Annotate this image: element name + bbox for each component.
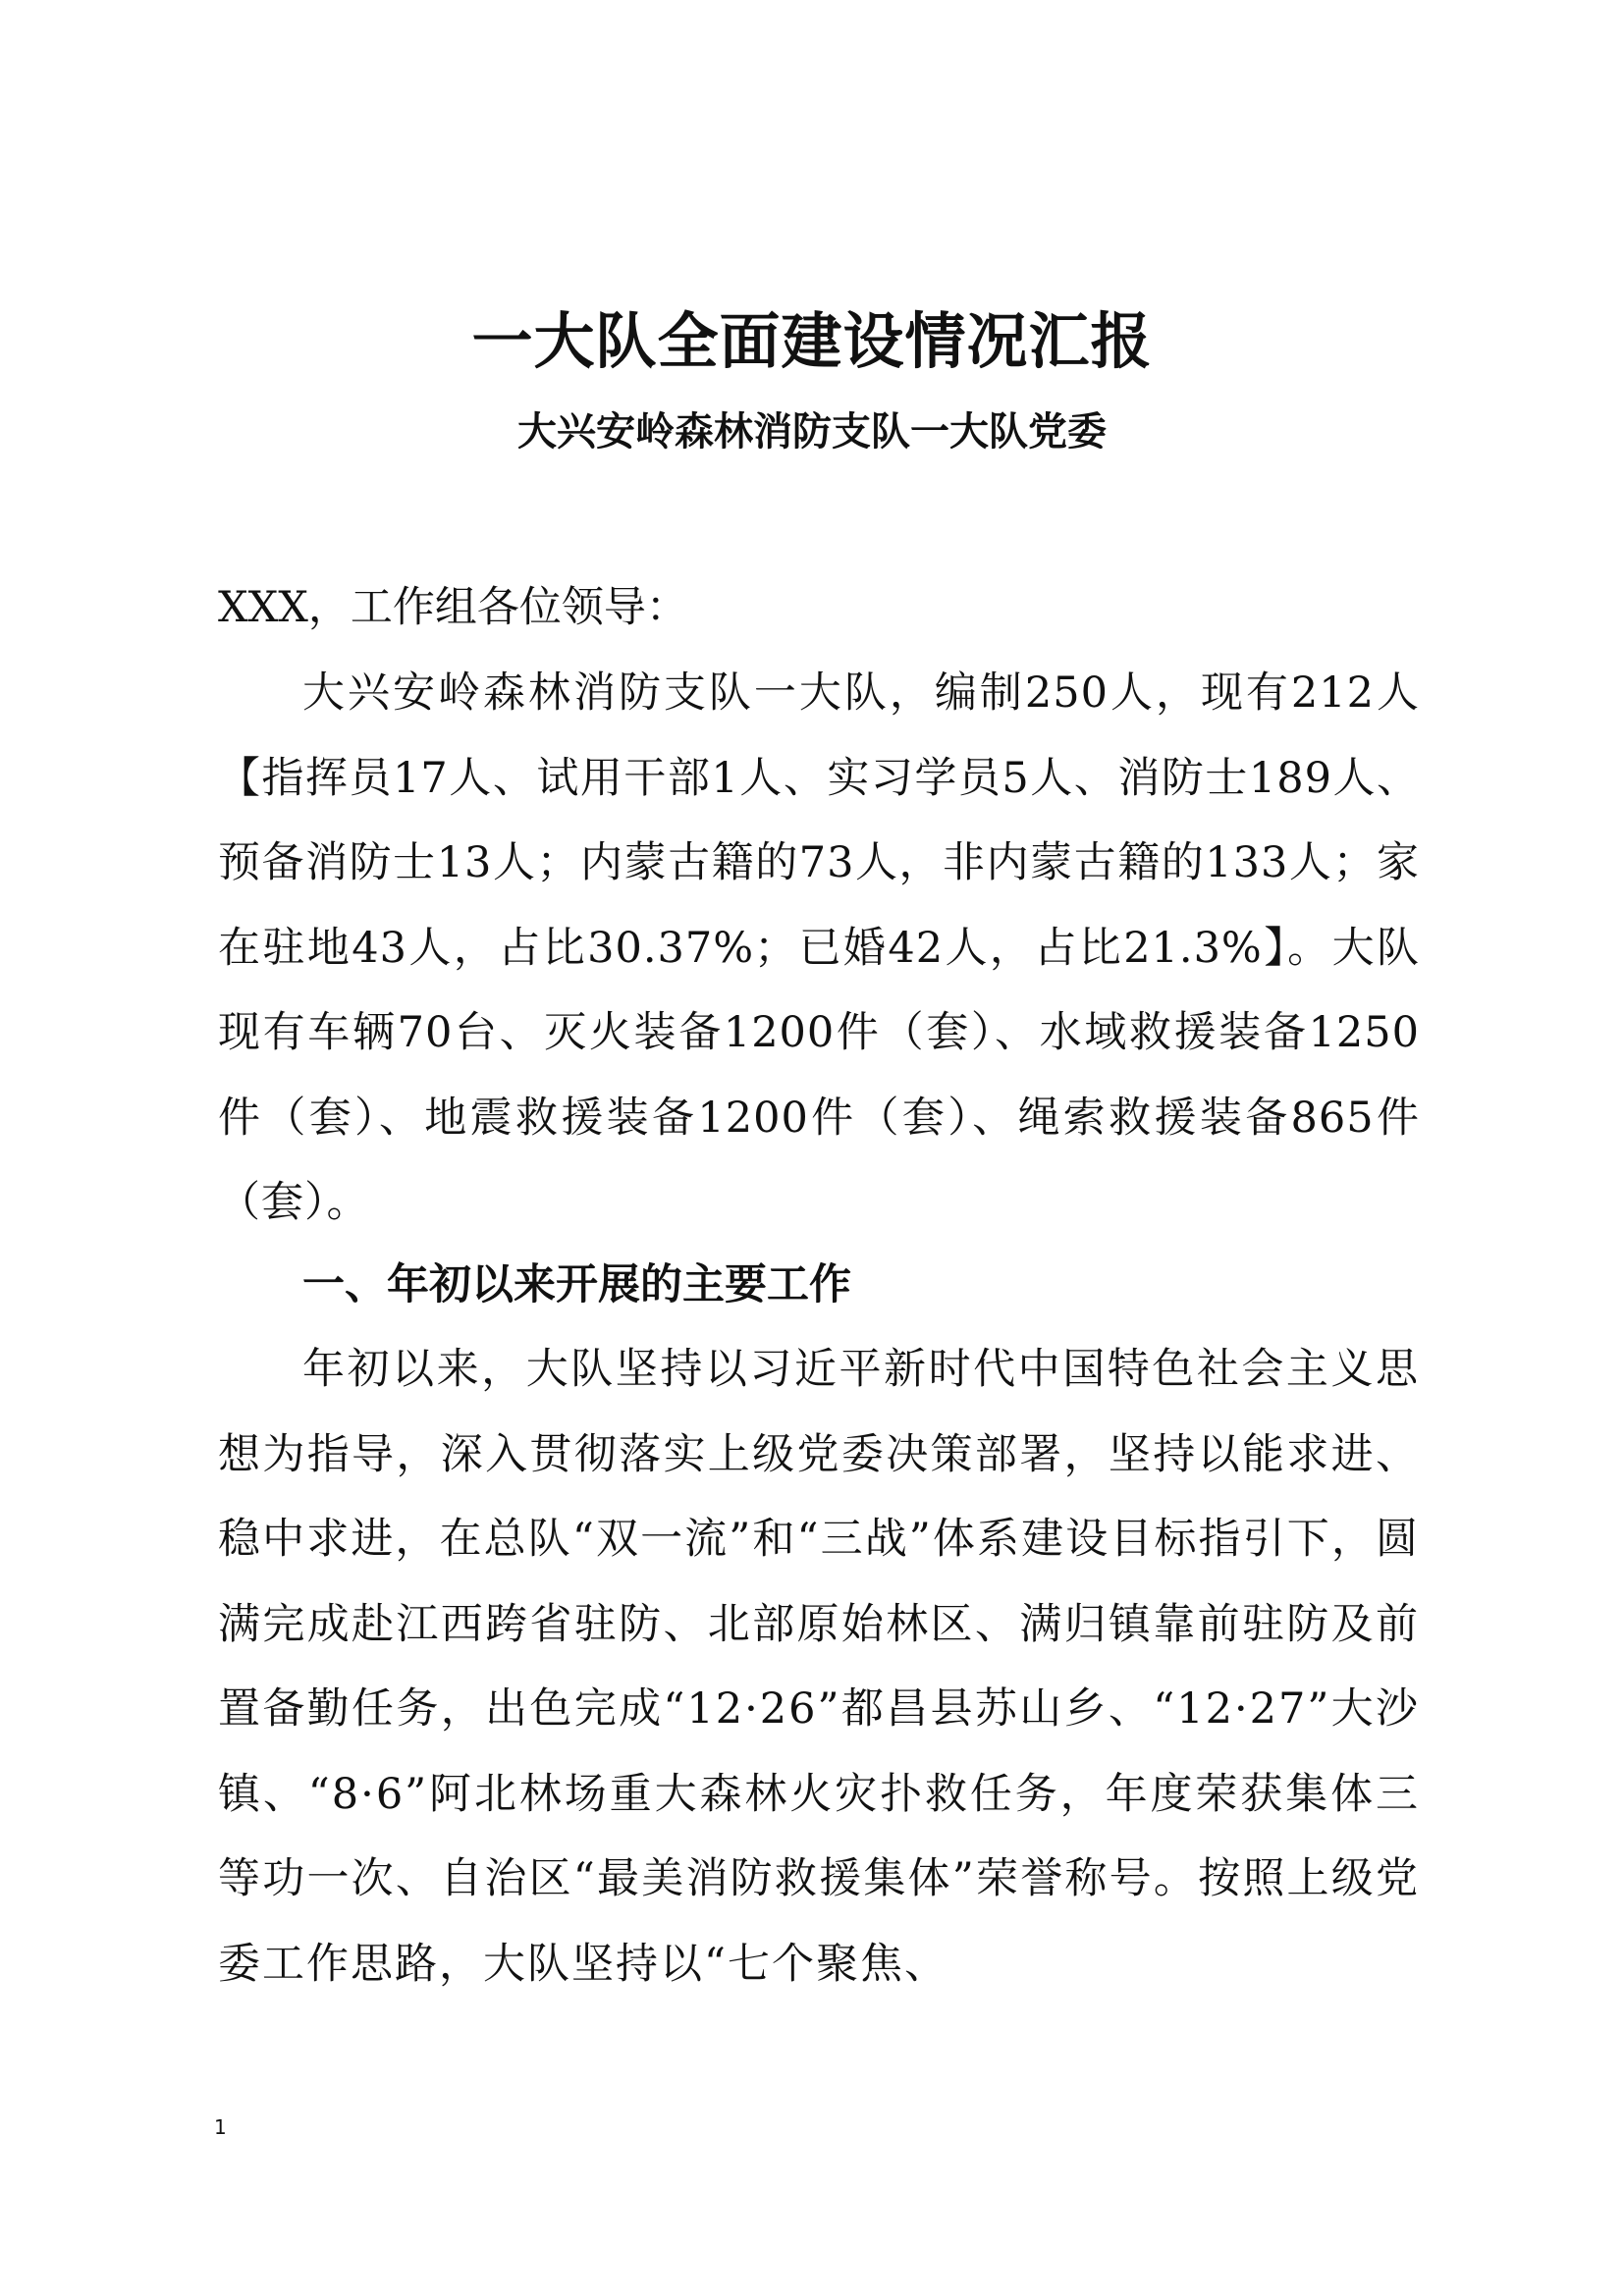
document-subtitle: 大兴安岭森林消防支队一大队党委 xyxy=(517,409,1107,454)
paragraph-main-work: 年初以来，大队坚持以习近平新时代中国特色社会主义思想为指导，深入贯彻落实上级党委决策部署，坚持以能求进、稳中求进，在总队“双一流”和“三战”体系建设目标指引下，圆满完成赴江西跨省驻防、北部原始林区、满归镇靠前驻防及前置备勤任务，出色完成“12·26”都昌县苏山乡、“12·27”大沙镇、“8·6”阿北林场重大森林火灾扑救任务，年度荣获集体三等功一次、自治区“最美消防救援集体”荣誉称号。按照上级党委工作思路，大队坚持以“七个聚焦、 xyxy=(218,1345,1420,1989)
salutation: XXX，工作组各位领导： xyxy=(218,583,688,632)
paragraph-personnel-overview: 大兴安岭森林消防支队一大队，编制250人，现有212人【指挥员17人、试用干部1人、实习学员5人、消防士189人、预备消防士13人；内蒙古籍的73人，非内蒙古籍的133人；家在驻地43人，占比30.37%；已婚42人，占比21.3%】。大队现有车辆70台、灭火装备1200件（套）、水域救援装备1250件（套）、地震救援装备1200件（套）、绳索救援装备865件（套）。 xyxy=(218,668,1420,1227)
page-number: 1 xyxy=(214,2115,227,2139)
section-heading-main-work: 一、年初以来开展的主要工作 xyxy=(302,1260,851,1309)
document-title: 一大队全面建设情况汇报 xyxy=(471,305,1153,377)
